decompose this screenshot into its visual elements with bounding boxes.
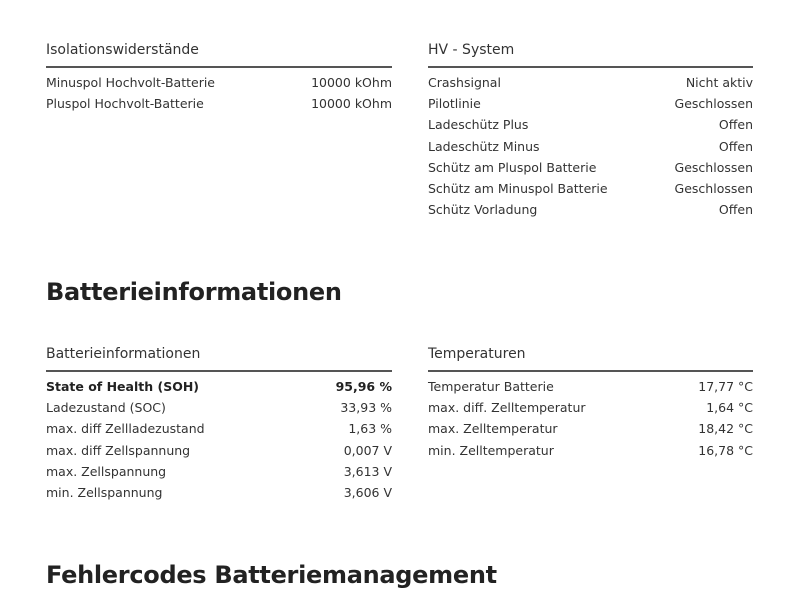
row-value: Geschlossen	[674, 96, 753, 112]
table-row	[46, 397, 392, 418]
row-label: State of Health (SOH)	[46, 379, 199, 394]
row-value: Nicht aktiv	[685, 75, 753, 90]
row-value: Offen	[718, 138, 753, 154]
table-row	[428, 418, 753, 439]
row-label: Pilotlinie	[428, 96, 481, 112]
table-row	[428, 199, 753, 220]
battery-info-section	[46, 344, 392, 503]
section-title: Temperaturen	[428, 344, 753, 372]
row-label: min. Zellspannung	[46, 484, 163, 500]
row-value: Geschlossen	[674, 180, 753, 196]
table-row	[428, 178, 753, 199]
row-label: max. Zelltemperatur	[428, 421, 558, 437]
row-label: max. diff Zellspannung	[46, 442, 191, 458]
row-value: 16,78 °C	[698, 442, 753, 458]
row-label: Ladeschütz Plus	[428, 117, 529, 133]
row-label: Crashsignal	[428, 75, 501, 90]
row-value: 17,77 °C	[698, 379, 753, 394]
isolation-section	[46, 40, 392, 114]
hv-system-section	[428, 40, 753, 220]
table-row	[46, 482, 392, 503]
row-value: Geschlossen	[674, 159, 753, 175]
section-title: Isolationswiderstände	[46, 40, 392, 68]
row-value: 18,42 °C	[698, 421, 753, 437]
row-value: 1,64 °C	[706, 400, 753, 416]
table-row	[46, 461, 392, 482]
battery-heading: Batterieinformationen	[46, 278, 342, 306]
row-value: 95,96 %	[335, 379, 392, 394]
table-row	[428, 157, 753, 178]
row-label: Minuspol Hochvolt-Batterie	[46, 75, 216, 90]
table-row	[428, 93, 753, 114]
row-label: Ladezustand (SOC)	[46, 400, 166, 416]
row-label: Pluspol Hochvolt-Batterie	[46, 96, 204, 112]
table-row	[428, 376, 753, 397]
row-value: Offen	[718, 117, 753, 133]
row-label: Temperatur Batterie	[428, 379, 554, 394]
table-row	[46, 440, 392, 461]
table-row	[46, 376, 392, 397]
table-row	[46, 72, 392, 93]
section-title: Batterieinformationen	[46, 344, 392, 372]
temperatures-section	[428, 344, 753, 461]
row-value: 33,93 %	[340, 400, 392, 416]
row-value: Offen	[718, 202, 753, 218]
section-title: HV - System	[428, 40, 753, 68]
row-label: Schütz am Pluspol Batterie	[428, 159, 597, 175]
table-row	[428, 72, 753, 93]
row-value: 0,007 V	[343, 442, 392, 458]
error-codes-heading: Fehlercodes Batteriemanagement	[46, 561, 497, 589]
row-label: max. diff. Zelltemperatur	[428, 400, 586, 416]
table-row	[428, 114, 753, 135]
row-value: 10000 kOhm	[311, 96, 392, 112]
row-value: 3,613 V	[343, 463, 392, 479]
row-label: Schütz Vorladung	[428, 202, 538, 218]
row-label: Schütz am Minuspol Batterie	[428, 180, 608, 196]
row-label: max. diff Zellladezustand	[46, 421, 205, 437]
table-row	[46, 93, 392, 114]
table-row	[428, 136, 753, 157]
row-value: 10000 kOhm	[311, 75, 392, 90]
row-value: 3,606 V	[343, 484, 392, 500]
row-value: 1,63 %	[348, 421, 392, 437]
table-row	[428, 397, 753, 418]
table-row	[428, 440, 753, 461]
row-label: max. Zellspannung	[46, 463, 167, 479]
row-label: min. Zelltemperatur	[428, 442, 554, 458]
row-label: Ladeschütz Minus	[428, 138, 540, 154]
table-row	[46, 418, 392, 439]
